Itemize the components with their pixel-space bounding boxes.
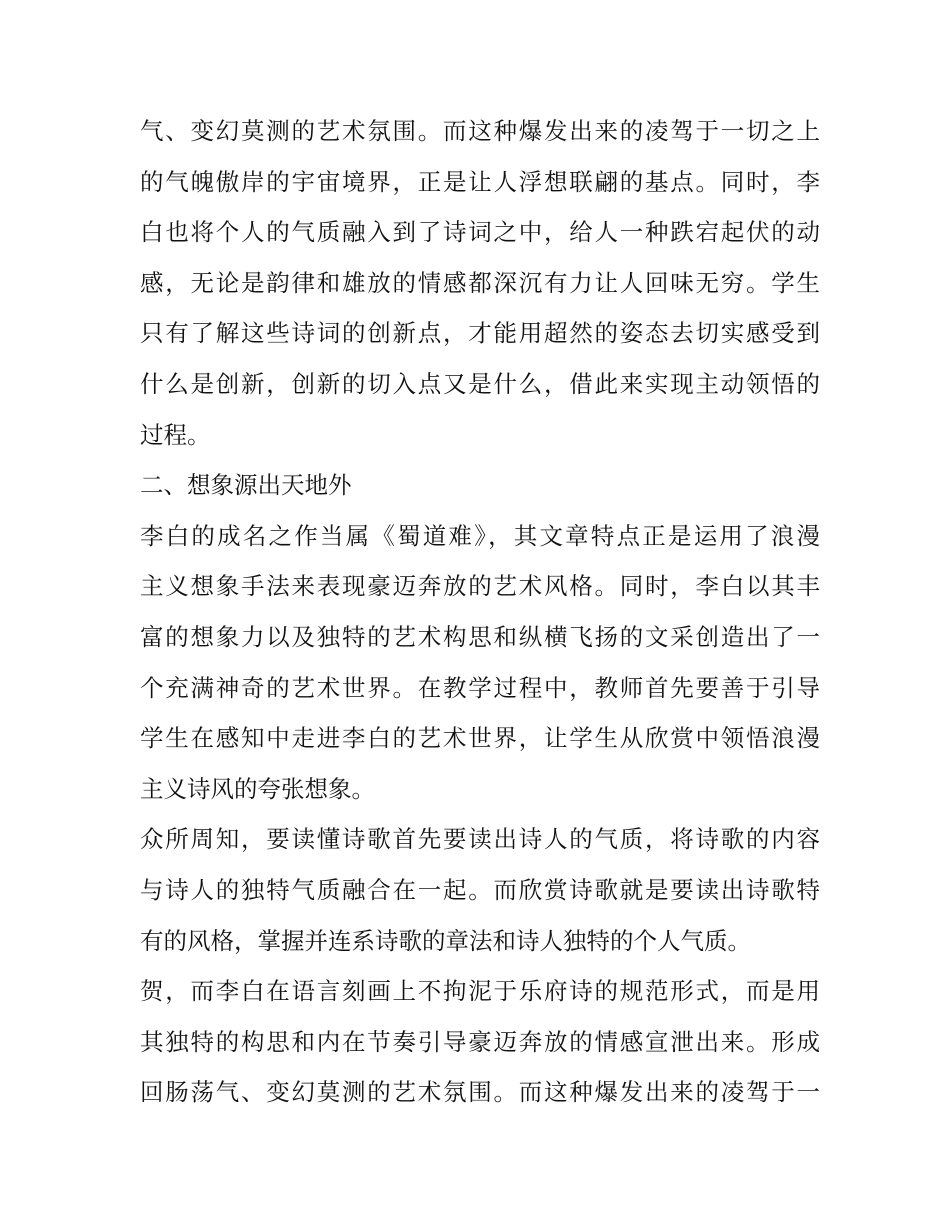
text-line-9: 李白的成名之作当属《蜀道难》，其文章特点正是运用了浪漫 [140, 521, 820, 550]
section-heading: 二、想象源出天地外 [140, 471, 352, 500]
text-line-3: 白也将个人的气质融入到了诗词之中，给人一种跌宕起伏的动 [140, 218, 820, 247]
text-line-7: 过程。 [140, 420, 211, 449]
text-line-17: 有的风格，掌握并连系诗歌的章法和诗人独特的个人气质。 [140, 926, 751, 955]
text-line-13: 学生在感知中走进李白的艺术世界，让学生从欣赏中领悟浪漫 [140, 724, 820, 753]
text-line-5: 只有了解这些诗词的创新点，才能用超然的姿态去切实感受到 [140, 319, 820, 348]
text-line-14: 主义诗风的夸张想象。 [140, 774, 375, 803]
text-line-16: 与诗人的独特气质融合在一起。而欣赏诗歌就是要读出诗歌特 [140, 875, 820, 904]
text-line-18: 贺，而李白在语言刻画上不拘泥于乐府诗的规范形式，而是用 [140, 977, 820, 1006]
text-line-6: 什么是创新，创新的切入点又是什么，借此来实现主动领悟的 [140, 369, 820, 398]
text-line-4: 感，无论是韵律和雄放的情感都深沉有力让人回味无穷。学生 [140, 268, 820, 297]
text-line-2: 的气魄傲岸的宇宙境界，正是让人浮想联翩的基点。同时，李 [140, 167, 820, 196]
text-line-10: 主义想象手法来表现豪迈奔放的艺术风格。同时，李白以其丰 [140, 572, 820, 601]
text-line-1: 气、变幻莫测的艺术氛围。而这种爆发出来的凌驾于一切之上 [140, 117, 820, 145]
text-line-20: 回肠荡气、变幻莫测的艺术氛围。而这种爆发出来的凌驾于一 [140, 1078, 820, 1107]
text-line-11: 富的想象力以及独特的艺术构思和纵横飞扬的文采创造出了一 [140, 622, 820, 651]
text-line-12: 个充满神奇的艺术世界。在教学过程中，教师首先要善于引导 [140, 673, 820, 702]
document-body [140, 106, 820, 1118]
text-line-19: 其独特的构思和内在节奏引导豪迈奔放的情感宣泄出来。形成 [140, 1027, 820, 1056]
text-line-15: 众所周知，要读懂诗歌首先要读出诗人的气质，将诗歌的内容 [140, 825, 820, 854]
